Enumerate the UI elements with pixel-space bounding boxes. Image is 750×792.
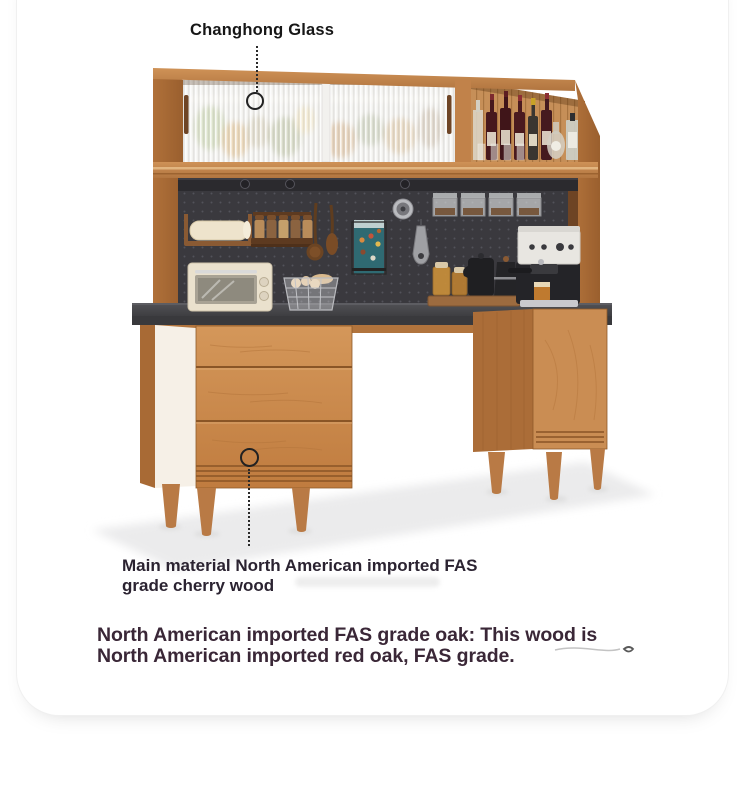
glass-door-handle-right [447, 95, 452, 134]
glass-callout-label: Changhong Glass [190, 21, 335, 39]
glass-cabinet [183, 80, 455, 162]
glass-callout-line [256, 46, 258, 92]
wine-shelf [471, 82, 585, 162]
material-callout-label: Main material North American imported FAS grade cherry wood [122, 556, 478, 595]
espresso-machine [508, 226, 580, 307]
glass-callout-marker [246, 92, 264, 110]
spice-rack [251, 212, 313, 247]
wire-basket [284, 274, 338, 310]
glass-door-handle-left [184, 95, 189, 134]
toaster-oven [188, 263, 272, 311]
kitchen-timer [393, 199, 413, 219]
material-callout-marker [240, 448, 259, 467]
glass-door-divider [322, 80, 330, 162]
footer-note: North American imported FAS grade oak: This wood is North American imported red oak, FAS grade. [97, 624, 598, 668]
material-callout-line [248, 469, 250, 546]
recipe-book [352, 220, 386, 274]
door-cabinet [473, 309, 607, 452]
